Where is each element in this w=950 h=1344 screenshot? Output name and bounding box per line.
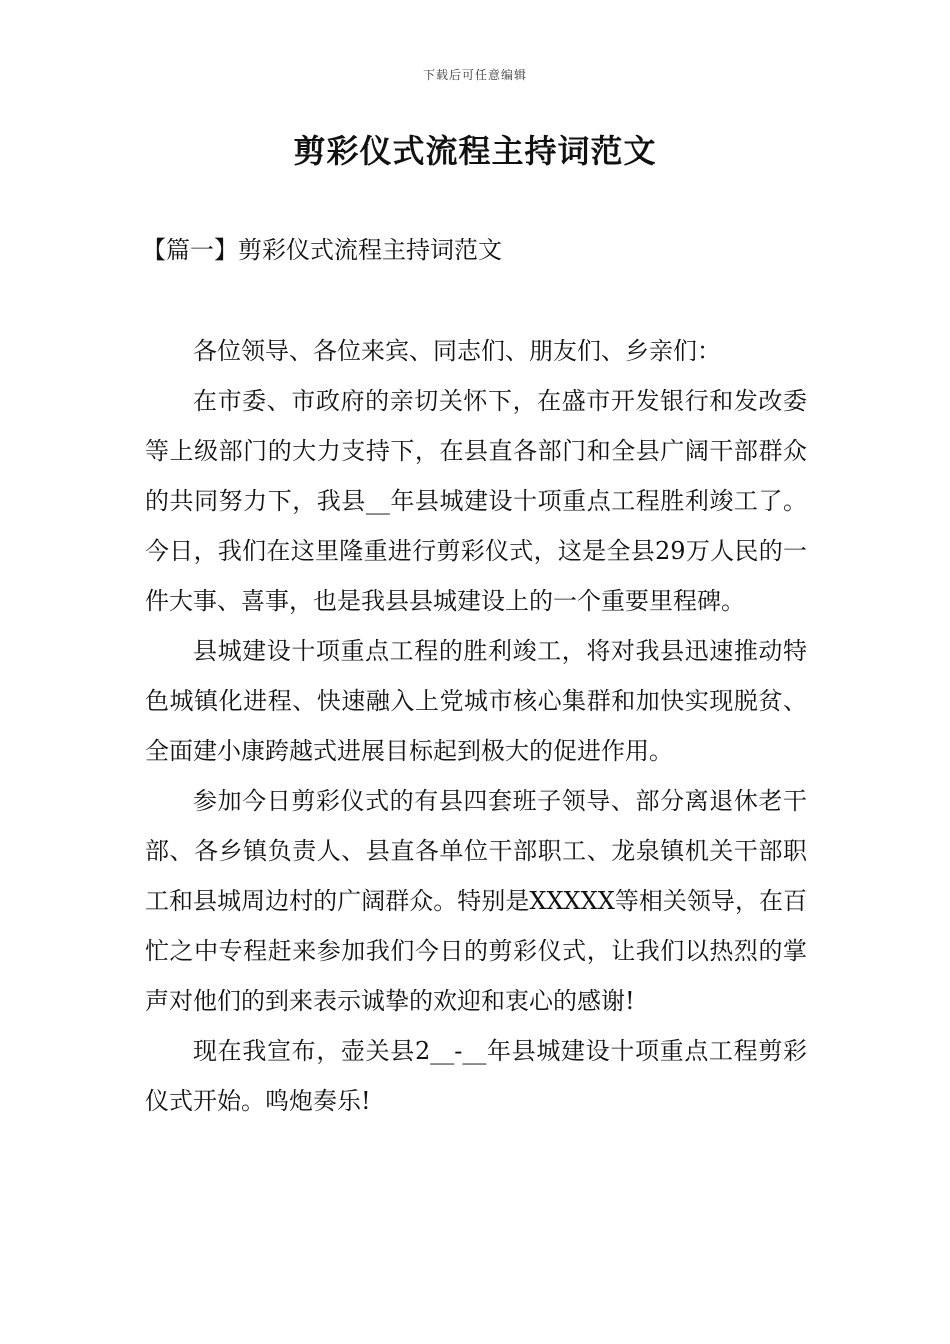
paragraph-greeting: 各位领导、各位来宾、同志们、朋友们、乡亲们： <box>193 337 721 365</box>
header-note: 下载后可任意编辑 <box>422 68 527 82</box>
document-title: 剪彩仪式流程主持词范文 <box>293 132 657 170</box>
section-heading: 【篇一】剪彩仪式流程主持词范文 <box>142 236 502 264</box>
paragraph-significance: 县城建设十项重点工程的胜利竣工，将对我县迅速推动特色城镇化进程、快速融入上党城市核心集群和加快实现脱贫、全面建小康跨越式进展目标起到极大的促进作用。 <box>145 637 807 765</box>
paragraph-opening: 在市委、市政府的亲切关怀下，在盛市开发银行和发改委等上级部门的大力支持下，在县直各部门和全县广阔干部群众的共同努力下，我县__年县城建设十项重点工程胜利竣工了。今日，我们在这里隆重进行剪彩仪式，这是全县29万人民的一件大事、喜事，也是我县县城建设上的一个重要里程碑。 <box>145 387 807 615</box>
paragraph-announcement: 现在我宣布，壶关县2__-__年县城建设十项重点工程剪彩仪式开始。鸣炮奏乐! <box>145 1037 807 1115</box>
document-body <box>145 326 807 1126</box>
paragraph-attendees: 参加今日剪彩仪式的有县四套班子领导、部分离退休老干部、各乡镇负责人、县直各单位干部职工、龙泉镇机关干部职工和县城周边村的广阔群众。特别是XXXXX等相关领导，在百忙之中专程赶来参加我们今日的剪彩仪式，让我们以热烈的掌声对他们的到来表示诚挚的欢迎和衷心的感谢! <box>145 787 807 1015</box>
